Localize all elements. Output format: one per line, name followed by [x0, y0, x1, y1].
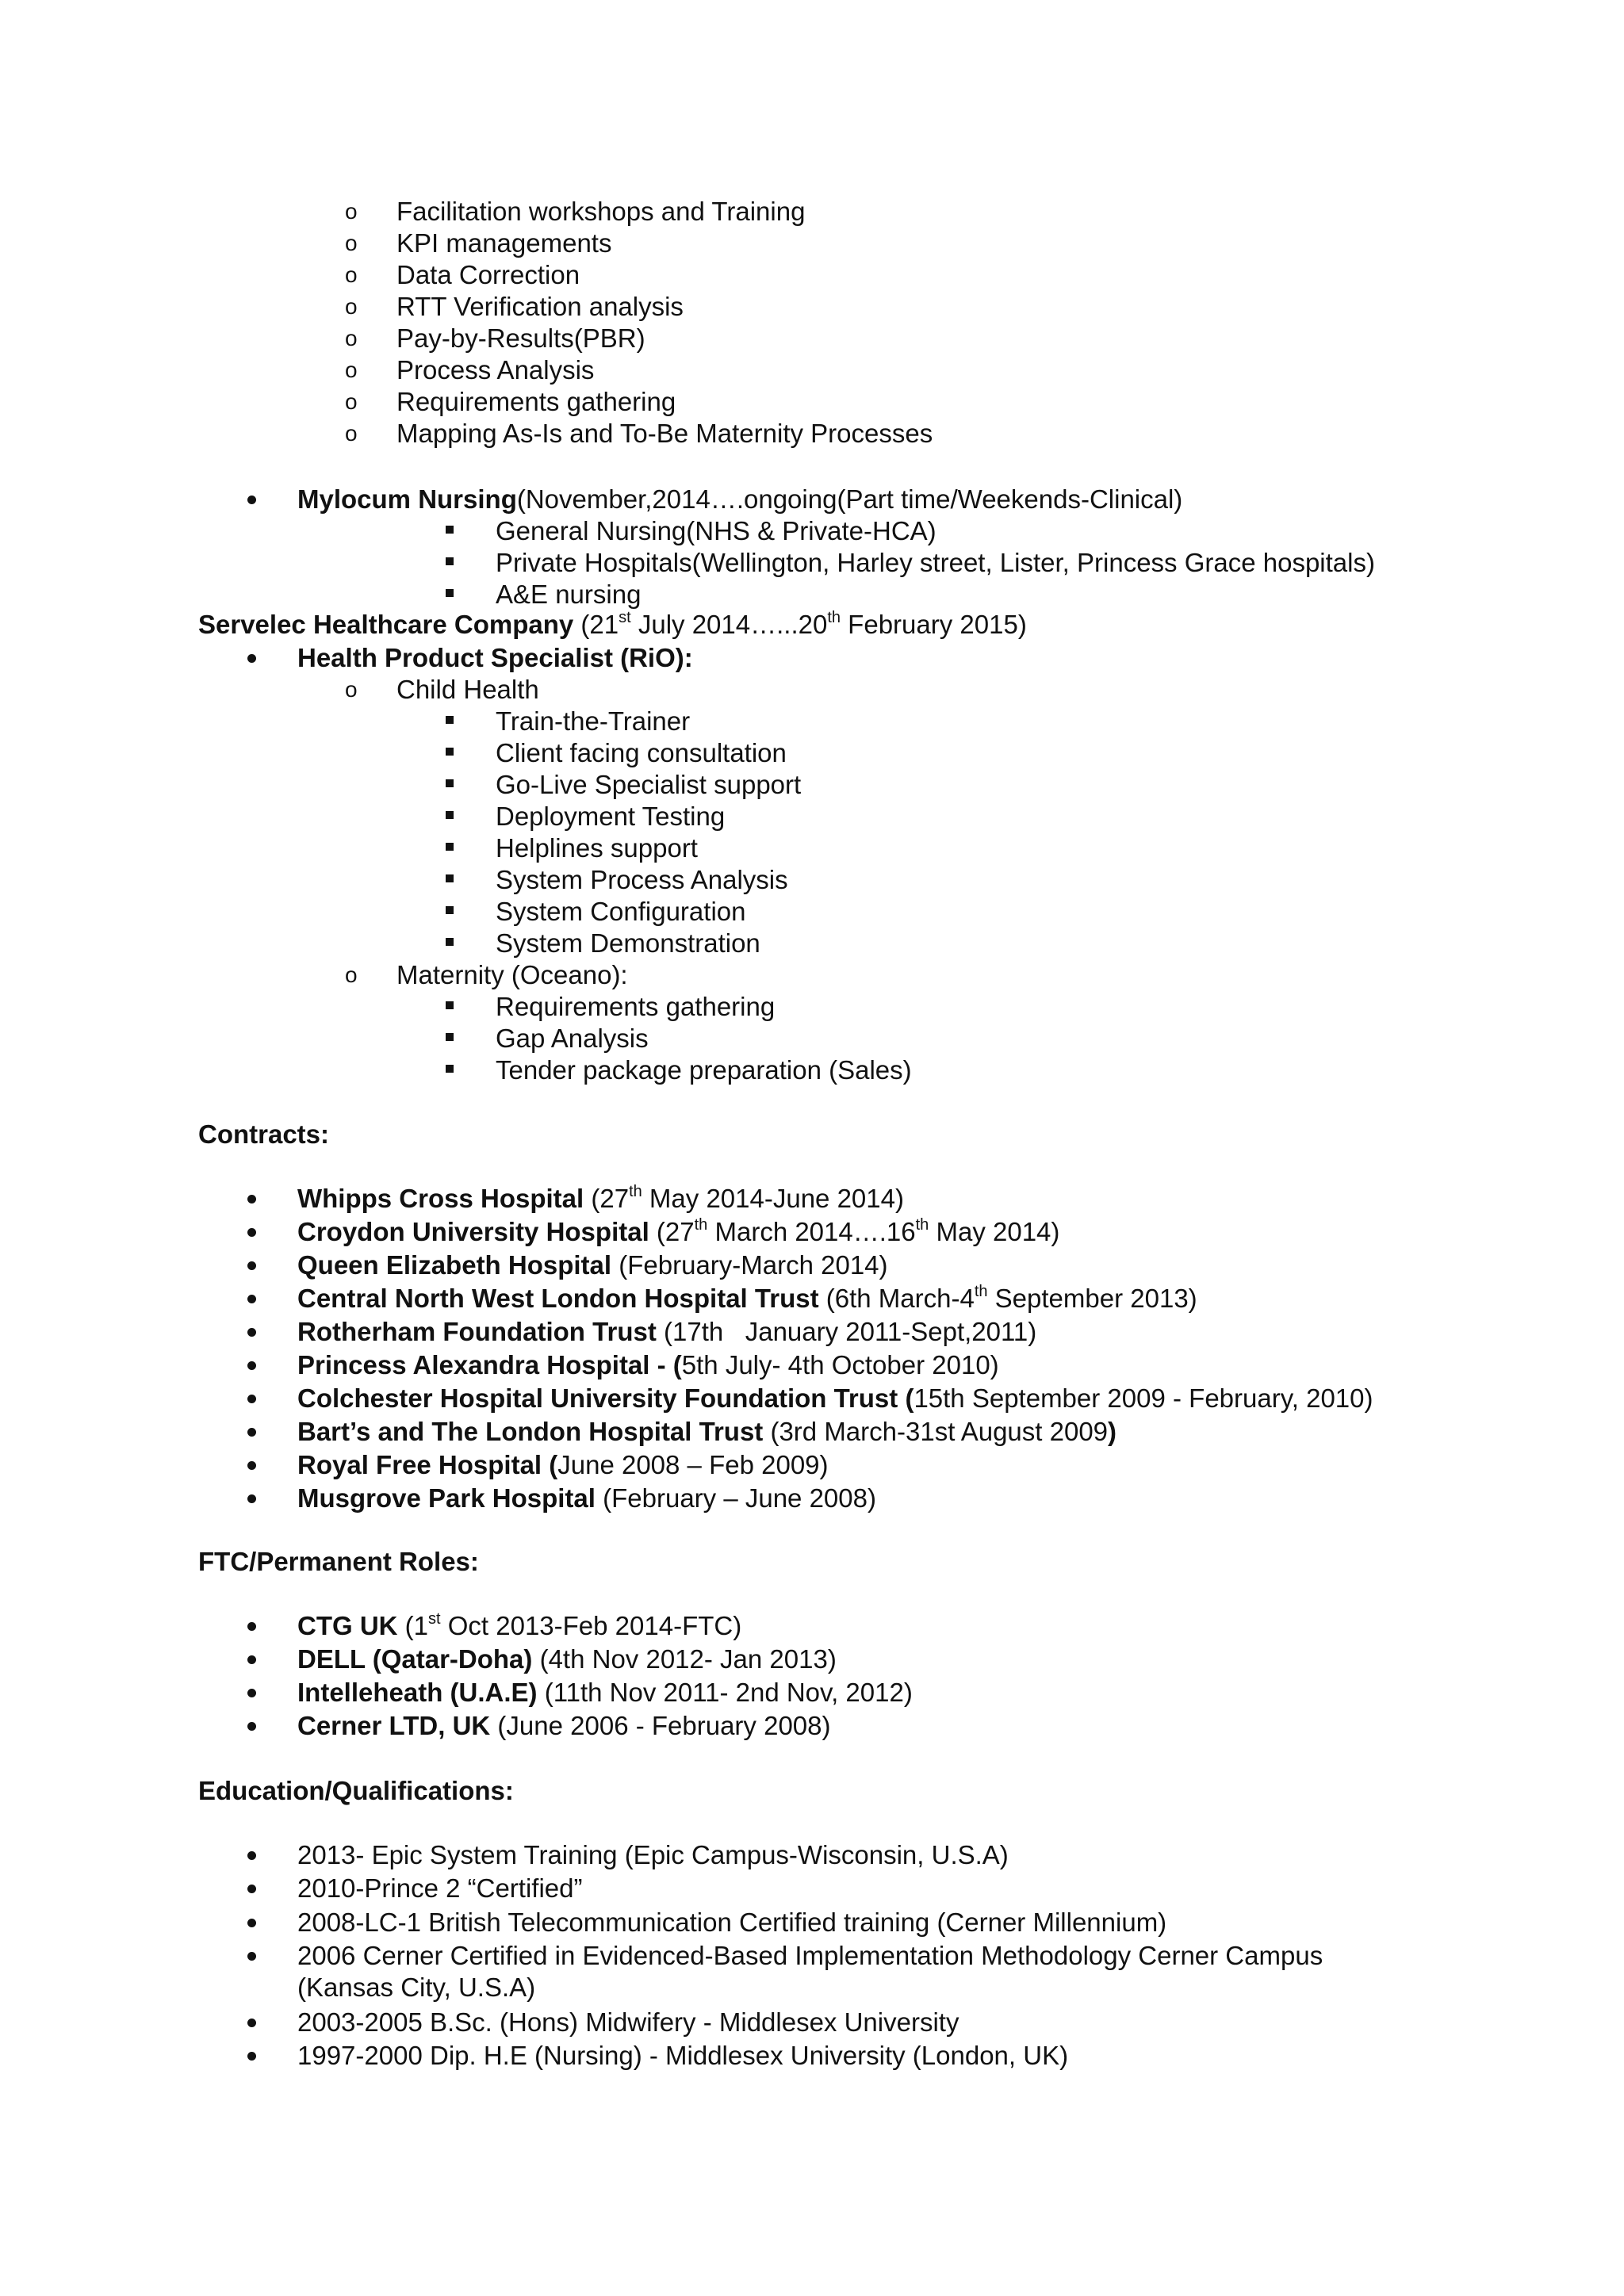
square-bullet-icon: [446, 1001, 454, 1009]
square-bullet-icon: [446, 1033, 454, 1041]
bullet-icon: [247, 1885, 256, 1893]
bullet-icon: [247, 1689, 256, 1697]
bullet-icon: [247, 654, 256, 663]
square-bullet-icon: [446, 557, 454, 565]
bullet-icon: [247, 1494, 256, 1503]
circle-bullet-icon: o: [345, 262, 358, 287]
circle-bullet-icon: o: [345, 231, 358, 255]
bullet-icon: [247, 496, 256, 504]
square-bullet-icon: [446, 589, 454, 597]
bullet-icon: [247, 1328, 256, 1337]
square-bullet-icon: [446, 811, 454, 819]
circle-bullet-icon: o: [345, 677, 358, 702]
square-bullet-icon: [446, 748, 454, 756]
bullet-icon: [247, 2019, 256, 2027]
bullet-icon: [247, 1361, 256, 1370]
bullet-icon: [247, 1919, 256, 1927]
square-bullet-icon: [446, 526, 454, 534]
square-bullet-icon: [446, 779, 454, 787]
bullet-icon: [247, 1228, 256, 1237]
square-bullet-icon: [446, 938, 454, 946]
square-bullet-icon: [446, 1065, 454, 1073]
circle-bullet-icon: o: [345, 421, 358, 446]
bullet-icon: [247, 1655, 256, 1664]
square-bullet-icon: [446, 843, 454, 851]
circle-bullet-icon: o: [345, 962, 358, 987]
bullet-icon: [247, 1722, 256, 1731]
bullet-icon: [247, 1952, 256, 1961]
bullet-icon: [247, 1295, 256, 1303]
document-page: o Facilitation workshops and Training o KPI managements o Data Correction o RTT Verification analysis o Pay-by-Results(PBR) o Process Analysis o Requirements gathering o Mapping As-Is and To-Be Maternity Processes Mylocum Nursing(November,2014….ongoing(Part time/Weekends-Clinical) General Nursing(NHS & Private-HCA) Private Hospitals(Wellington, Harley street, Lister, Princess Grace hospitals) A&E nursing Servelec Healthcare Company (21st July 2014…...20th February 2015) Health Product Specialist (RiO): o Child Health Train-the-Trainer Client facing consultation Go-Live Specialist support Deployment Testing Helplines support System Process Analysis System Configuration System Demonstration o Maternity (Oceano): Requirements gathering Gap Analysis Tender package preparation (Sales) Contracts: Whipps Cross Hospital (27th May 2014-June 2014) Croydon University Hospital (27th March 2014….16th May 2014) Queen Elizabeth Hospital (February-March 2014) Central North West London Hospital Trust (6th March-4th September 2013) Rotherham Foundation Trust (17th January 2011-Sept,2011) Princess Alexandra Hospital - (5th July- 4th October 2010) Colchester Hospital University Foundation Trust (15th September 2009 - February, 2010) Bart’s and The London Hospital Trust (3rd March-31st August 2009) Royal Free Hospital (June 2008 – Feb 2009) Musgrove Park Hospital (February – June 2008) FTC/Permanent Roles: CTG UK (1st Oct 2013-Feb 2014-FTC) DELL (Qatar-Doha) (4th Nov 2012- Jan 2013) Intelleheath (U.A.E) (11th Nov 2011- 2nd Nov, 2012) Cerner LTD, UK (June 2006 - February 2008) Education/Qualifications: 2013- Epic System Training (Epic Campus-Wisconsin, U.S.A) 2010-Prince 2 “Certified” 2008-LC-1 British Telecommunication Certified training (Cerner Millennium) 2006 Cerner Certified in Evidenced-Based Implementation Methodology Cerner Campus (Kansas City, U.S.A) 2003-2005 B.Sc. (Hons) Midwifery - Middlesex University 1997-2000 Dip. H.E (Nursing) - Middlesex University (London, UK): [198, 197, 1375, 2070]
bullet-icon: [247, 1195, 256, 1203]
circle-bullet-icon: o: [345, 326, 358, 350]
bullet-icon: [247, 1461, 256, 1470]
square-bullet-icon: [446, 716, 454, 724]
bullet-icon: [247, 1428, 256, 1437]
bullet-icon: [247, 1261, 256, 1270]
circle-bullet-icon: o: [345, 294, 358, 319]
bullet-icon: [247, 1622, 256, 1631]
circle-bullet-icon: o: [345, 389, 358, 414]
bullet-icon: [247, 1851, 256, 1860]
bullet-icon: [247, 1395, 256, 1403]
square-bullet-icon: [446, 874, 454, 882]
square-bullet-icon: [446, 906, 454, 914]
bullet-icon: [247, 2052, 256, 2061]
circle-bullet-icon: o: [345, 199, 358, 224]
circle-bullet-icon: o: [345, 358, 358, 382]
